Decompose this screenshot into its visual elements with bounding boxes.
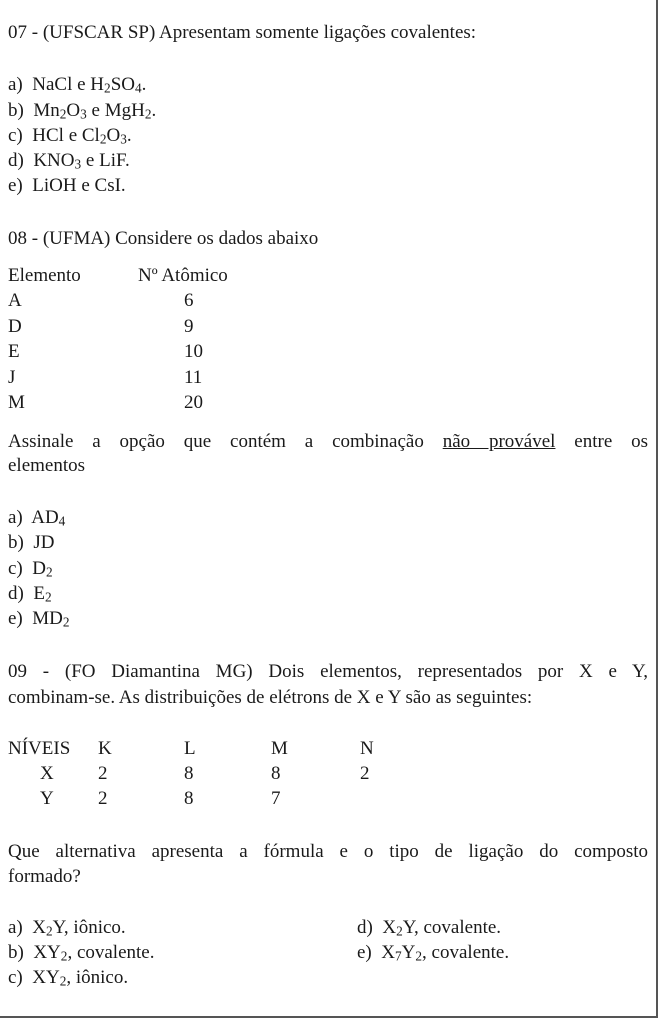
option-letter: b) <box>8 942 24 963</box>
option-letter: d) <box>8 150 24 171</box>
q08-row-number: 20 <box>184 392 203 413</box>
q09-header-line1: 09 - (FO Diamantina MG) Dois elementos, representados por X e Y, <box>8 661 648 682</box>
q08-prompt-line2: elementos <box>8 455 86 476</box>
levels-x-k: 2 <box>98 763 108 784</box>
q08-header: 08 - (UFMA) Considere os dados abaixo <box>8 228 319 249</box>
levels-head-k: K <box>98 738 112 759</box>
q08-prompt: Assinale a opção que contém a combinação não provável entre os <box>8 431 649 452</box>
q08-row-element: J <box>8 367 16 388</box>
q09-question-line2: formado? <box>8 866 81 887</box>
option-letter: b) <box>8 532 24 553</box>
q07-option-b[interactable]: b) $Mn_2O_3$ e MgH$_2$. <box>8 100 157 122</box>
q09-option-a[interactable]: a) $X_2Y$, iônico. <box>8 917 126 939</box>
levels-y-k: 2 <box>98 788 108 809</box>
levels-y-m: 7 <box>271 788 281 809</box>
option-letter: c) <box>8 125 23 146</box>
levels-head-n: N <box>360 738 374 759</box>
q07-header: 07 - (UFSCAR SP) Apresentam somente ligações covalentes: <box>8 22 477 43</box>
q09-option-c[interactable]: c) $XY_2$, iônico. <box>8 967 129 989</box>
q09-header-line2: combinam-se. As distribuições de elétrons de X e Y são as seguintes: <box>8 687 533 708</box>
q08-option-a[interactable]: a) $AD_4$ <box>8 507 66 529</box>
q08-row-element: E <box>8 341 20 362</box>
option-letter: b) <box>8 100 24 121</box>
option-letter: a) <box>8 917 23 938</box>
q07-option-e[interactable]: e) LiOH e CsI. <box>8 175 126 196</box>
q09-option-d[interactable]: d) $X_2Y$, covalente. <box>357 917 502 939</box>
q09-option-b[interactable]: b) $XY_2$, covalente. <box>8 942 155 964</box>
q08-table-col-element: Elemento <box>8 265 81 286</box>
q08-row-number: 6 <box>184 290 194 311</box>
q08-row-element: D <box>8 316 22 337</box>
levels-y-l: 8 <box>184 788 194 809</box>
option-letter: e) <box>8 175 23 196</box>
option-letter: a) <box>8 507 23 528</box>
q08-option-c[interactable]: c) $D_2$ <box>8 558 53 580</box>
q08-row-number: 11 <box>184 367 203 388</box>
levels-y-label: Y <box>40 788 54 809</box>
q08-row-element: M <box>8 392 25 413</box>
option-letter: e) <box>8 608 23 629</box>
option-letter: a) <box>8 74 23 95</box>
levels-x-n: 2 <box>360 763 370 784</box>
option-letter: c) <box>8 967 23 988</box>
option-letter: c) <box>8 558 23 579</box>
option-letter: e) <box>357 942 372 963</box>
q07-option-a[interactable]: a) NaCl e $H_2SO_4$. <box>8 74 147 96</box>
q08-table-col-atomic-number: Nº Atômico <box>138 265 228 286</box>
option-letter: d) <box>8 583 24 604</box>
levels-head-label: NÍVEIS <box>8 738 71 759</box>
q09-question-line1: Que alternativa apresenta a fórmula e o tipo de ligação do composto <box>8 841 648 862</box>
levels-x-label: X <box>40 763 54 784</box>
q08-row-number: 9 <box>184 316 194 337</box>
option-letter: d) <box>357 917 373 938</box>
q08-row-number: 10 <box>184 341 203 362</box>
levels-x-l: 8 <box>184 763 194 784</box>
q07-option-d[interactable]: d) $KNO_3$ e LiF. <box>8 150 130 172</box>
underlined-phrase: não provável <box>442 431 556 452</box>
q08-option-e[interactable]: e) $MD_2$ <box>8 608 70 630</box>
levels-x-m: 8 <box>271 763 281 784</box>
q08-row-element: A <box>8 290 22 311</box>
q07-option-c[interactable]: c) HCl e $Cl_2O_3$. <box>8 125 132 147</box>
q08-option-b[interactable]: b) JD <box>8 532 55 553</box>
levels-head-m: M <box>271 738 288 759</box>
q08-option-d[interactable]: d) $E_2$ <box>8 583 52 605</box>
levels-head-l: L <box>184 738 196 759</box>
q09-option-e[interactable]: e) $X_7Y_2$, covalente. <box>357 942 510 964</box>
